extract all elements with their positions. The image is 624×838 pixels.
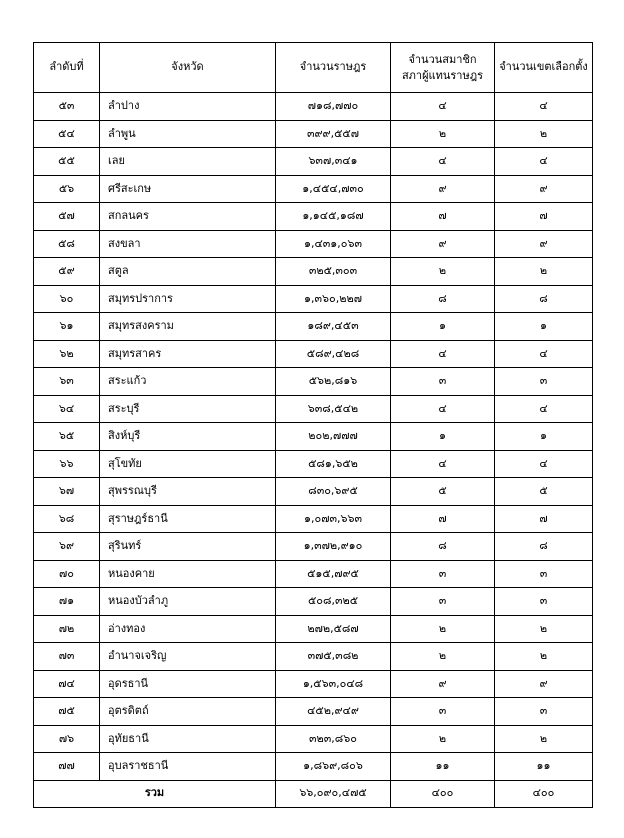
total-population: ๖๖,๐๙๐,๔๗๕ xyxy=(276,780,391,807)
table-row xyxy=(34,368,593,396)
table-row xyxy=(34,670,593,698)
cell-province: สงขลา xyxy=(100,230,276,258)
table-row xyxy=(34,120,593,148)
cell-no: ๖๐ xyxy=(34,285,100,313)
cell-no: ๗๖ xyxy=(34,725,100,753)
cell-mp-count: ๔ xyxy=(391,450,495,478)
table-row xyxy=(34,93,593,121)
table-row xyxy=(34,395,593,423)
table-row xyxy=(34,615,593,643)
cell-province: สุราษฎร์ธานี xyxy=(100,505,276,533)
cell-district-count: ๔ xyxy=(495,450,593,478)
table-row xyxy=(34,203,593,231)
cell-province: อุบลราชธานี xyxy=(100,753,276,781)
table-row xyxy=(34,753,593,781)
header-mp-count xyxy=(391,43,495,93)
cell-province: สมุทรสงคราม xyxy=(100,313,276,341)
header-mp-line1: จำนวนสมาชิก xyxy=(408,53,477,67)
cell-population: ๑,๘๖๙,๘๐๖ xyxy=(276,753,391,781)
cell-mp-count: ๒ xyxy=(391,643,495,671)
cell-population: ๒๗๒,๕๘๗ xyxy=(276,615,391,643)
cell-district-count: ๙ xyxy=(495,230,593,258)
total-district-count: ๔๐๐ xyxy=(495,780,593,807)
cell-no: ๗๔ xyxy=(34,670,100,698)
cell-province: อุดรธานี xyxy=(100,670,276,698)
table-body xyxy=(34,93,593,781)
cell-mp-count: ๓ xyxy=(391,560,495,588)
cell-no: ๕๕ xyxy=(34,148,100,176)
header-row xyxy=(34,43,593,93)
cell-district-count: ๕ xyxy=(495,478,593,506)
cell-district-count: ๙ xyxy=(495,670,593,698)
cell-no: ๕๘ xyxy=(34,230,100,258)
cell-mp-count: ๒ xyxy=(391,258,495,286)
cell-district-count: ๔ xyxy=(495,93,593,121)
cell-district-count: ๗ xyxy=(495,203,593,231)
cell-no: ๗๑ xyxy=(34,588,100,616)
cell-population: ๕๑๕,๗๙๕ xyxy=(276,560,391,588)
cell-mp-count: ๔ xyxy=(391,395,495,423)
cell-population: ๒๐๒,๗๗๗ xyxy=(276,423,391,451)
cell-province: ลำปาง xyxy=(100,93,276,121)
header-population: จำนวนราษฎร xyxy=(276,43,391,93)
cell-mp-count: ๗ xyxy=(391,505,495,533)
cell-district-count: ๙ xyxy=(495,175,593,203)
cell-no: ๗๓ xyxy=(34,643,100,671)
table-row xyxy=(34,505,593,533)
cell-no: ๖๒ xyxy=(34,340,100,368)
cell-population: ๕๘๙,๔๒๘ xyxy=(276,340,391,368)
cell-no: ๕๙ xyxy=(34,258,100,286)
table-row xyxy=(34,340,593,368)
cell-population: ๔๕๒,๙๔๙ xyxy=(276,698,391,726)
table-row xyxy=(34,423,593,451)
table-row xyxy=(34,643,593,671)
total-label: รวม xyxy=(34,780,276,807)
constituency-table xyxy=(33,42,593,808)
cell-district-count: ๔ xyxy=(495,340,593,368)
cell-mp-count: ๓ xyxy=(391,368,495,396)
cell-population: ๖๓๘,๕๔๒ xyxy=(276,395,391,423)
cell-population: ๑,๔๕๔,๗๓๐ xyxy=(276,175,391,203)
cell-district-count: ๗ xyxy=(495,505,593,533)
cell-population: ๓๒๕,๓๐๓ xyxy=(276,258,391,286)
cell-province: ศรีสะเกษ xyxy=(100,175,276,203)
cell-province: สระบุรี xyxy=(100,395,276,423)
cell-no: ๗๐ xyxy=(34,560,100,588)
cell-district-count: ๓ xyxy=(495,698,593,726)
cell-mp-count: ๒ xyxy=(391,615,495,643)
cell-no: ๖๑ xyxy=(34,313,100,341)
cell-population: ๑,๓๖๐,๒๒๗ xyxy=(276,285,391,313)
cell-province: สิงห์บุรี xyxy=(100,423,276,451)
cell-population: ๑,๓๗๒,๙๑๐ xyxy=(276,533,391,561)
cell-population: ๑๘๙,๔๕๓ xyxy=(276,313,391,341)
table-row xyxy=(34,560,593,588)
cell-district-count: ๒ xyxy=(495,643,593,671)
cell-district-count: ๑๑ xyxy=(495,753,593,781)
cell-province: สุโขทัย xyxy=(100,450,276,478)
cell-district-count: ๔ xyxy=(495,148,593,176)
cell-population: ๘๓๐,๖๙๕ xyxy=(276,478,391,506)
cell-no: ๕๔ xyxy=(34,120,100,148)
cell-no: ๗๒ xyxy=(34,615,100,643)
cell-no: ๖๔ xyxy=(34,395,100,423)
table-row xyxy=(34,285,593,313)
cell-mp-count: ๓ xyxy=(391,588,495,616)
cell-population: ๑,๕๖๓,๐๔๘ xyxy=(276,670,391,698)
cell-no: ๕๗ xyxy=(34,203,100,231)
cell-province: ลำพูน xyxy=(100,120,276,148)
cell-no: ๖๘ xyxy=(34,505,100,533)
table-row xyxy=(34,258,593,286)
cell-population: ๕๘๑,๖๕๒ xyxy=(276,450,391,478)
header-mp-line2: สภาผู้แทนราษฎร xyxy=(401,68,484,82)
total-mp-count: ๔๐๐ xyxy=(391,780,495,807)
cell-province: สุพรรณบุรี xyxy=(100,478,276,506)
cell-province: สุรินทร์ xyxy=(100,533,276,561)
table-row xyxy=(34,533,593,561)
cell-district-count: ๘ xyxy=(495,533,593,561)
cell-no: ๖๙ xyxy=(34,533,100,561)
cell-mp-count: ๘ xyxy=(391,533,495,561)
table-row xyxy=(34,313,593,341)
cell-mp-count: ๙ xyxy=(391,670,495,698)
cell-population: ๕๖๒,๘๑๖ xyxy=(276,368,391,396)
cell-no: ๕๖ xyxy=(34,175,100,203)
cell-district-count: ๑ xyxy=(495,423,593,451)
cell-no: ๖๖ xyxy=(34,450,100,478)
table-header xyxy=(34,43,593,93)
cell-province: สตูล xyxy=(100,258,276,286)
cell-province: สมุทรสาคร xyxy=(100,340,276,368)
cell-population: ๑,๑๔๕,๑๘๗ xyxy=(276,203,391,231)
table-row xyxy=(34,148,593,176)
cell-mp-count: ๔ xyxy=(391,93,495,121)
total-row xyxy=(34,780,593,807)
header-province: จังหวัด xyxy=(100,43,276,93)
cell-province: เลย xyxy=(100,148,276,176)
cell-mp-count: ๓ xyxy=(391,698,495,726)
cell-mp-count: ๙ xyxy=(391,175,495,203)
cell-province: อุตรดิตถ์ xyxy=(100,698,276,726)
cell-district-count: ๘ xyxy=(495,285,593,313)
cell-district-count: ๔ xyxy=(495,395,593,423)
cell-population: ๕๐๘,๓๒๕ xyxy=(276,588,391,616)
cell-province: อำนาจเจริญ xyxy=(100,643,276,671)
table-row xyxy=(34,175,593,203)
cell-district-count: ๒ xyxy=(495,120,593,148)
table-row xyxy=(34,588,593,616)
cell-district-count: ๓ xyxy=(495,368,593,396)
table-row xyxy=(34,230,593,258)
table-row xyxy=(34,478,593,506)
table-row xyxy=(34,698,593,726)
cell-province: สมุทรปราการ xyxy=(100,285,276,313)
cell-mp-count: ๗ xyxy=(391,203,495,231)
cell-population: ๓๒๓,๘๖๐ xyxy=(276,725,391,753)
cell-province: อุทัยธานี xyxy=(100,725,276,753)
table-row xyxy=(34,450,593,478)
cell-mp-count: ๘ xyxy=(391,285,495,313)
cell-province: สระแก้ว xyxy=(100,368,276,396)
cell-district-count: ๓ xyxy=(495,560,593,588)
cell-no: ๕๓ xyxy=(34,93,100,121)
cell-population: ๗๑๘,๗๗๐ xyxy=(276,93,391,121)
cell-district-count: ๓ xyxy=(495,588,593,616)
cell-no: ๖๕ xyxy=(34,423,100,451)
cell-district-count: ๑ xyxy=(495,313,593,341)
cell-mp-count: ๔ xyxy=(391,340,495,368)
cell-population: ๑,๐๗๓,๖๖๓ xyxy=(276,505,391,533)
header-district-count: จำนวนเขตเลือกตั้ง xyxy=(495,43,593,93)
cell-province: หนองบัวลำภู xyxy=(100,588,276,616)
cell-population: ๓๙๙,๕๕๗ xyxy=(276,120,391,148)
cell-no: ๗๗ xyxy=(34,753,100,781)
cell-no: ๖๓ xyxy=(34,368,100,396)
cell-mp-count: ๒ xyxy=(391,725,495,753)
cell-district-count: ๒ xyxy=(495,725,593,753)
cell-mp-count: ๑ xyxy=(391,423,495,451)
cell-district-count: ๒ xyxy=(495,615,593,643)
cell-population: ๖๓๗,๓๔๑ xyxy=(276,148,391,176)
cell-no: ๖๗ xyxy=(34,478,100,506)
cell-district-count: ๒ xyxy=(495,258,593,286)
cell-mp-count: ๔ xyxy=(391,148,495,176)
cell-mp-count: ๙ xyxy=(391,230,495,258)
cell-province: สกลนคร xyxy=(100,203,276,231)
cell-no: ๗๕ xyxy=(34,698,100,726)
table-row xyxy=(34,725,593,753)
header-no: ลำดับที่ xyxy=(34,43,100,93)
table-footer xyxy=(34,780,593,807)
cell-population: ๓๗๕,๓๘๒ xyxy=(276,643,391,671)
cell-mp-count: ๑๑ xyxy=(391,753,495,781)
cell-population: ๑,๔๓๑,๐๖๓ xyxy=(276,230,391,258)
cell-province: อ่างทอง xyxy=(100,615,276,643)
cell-province: หนองคาย xyxy=(100,560,276,588)
cell-mp-count: ๕ xyxy=(391,478,495,506)
cell-mp-count: ๒ xyxy=(391,120,495,148)
cell-mp-count: ๑ xyxy=(391,313,495,341)
